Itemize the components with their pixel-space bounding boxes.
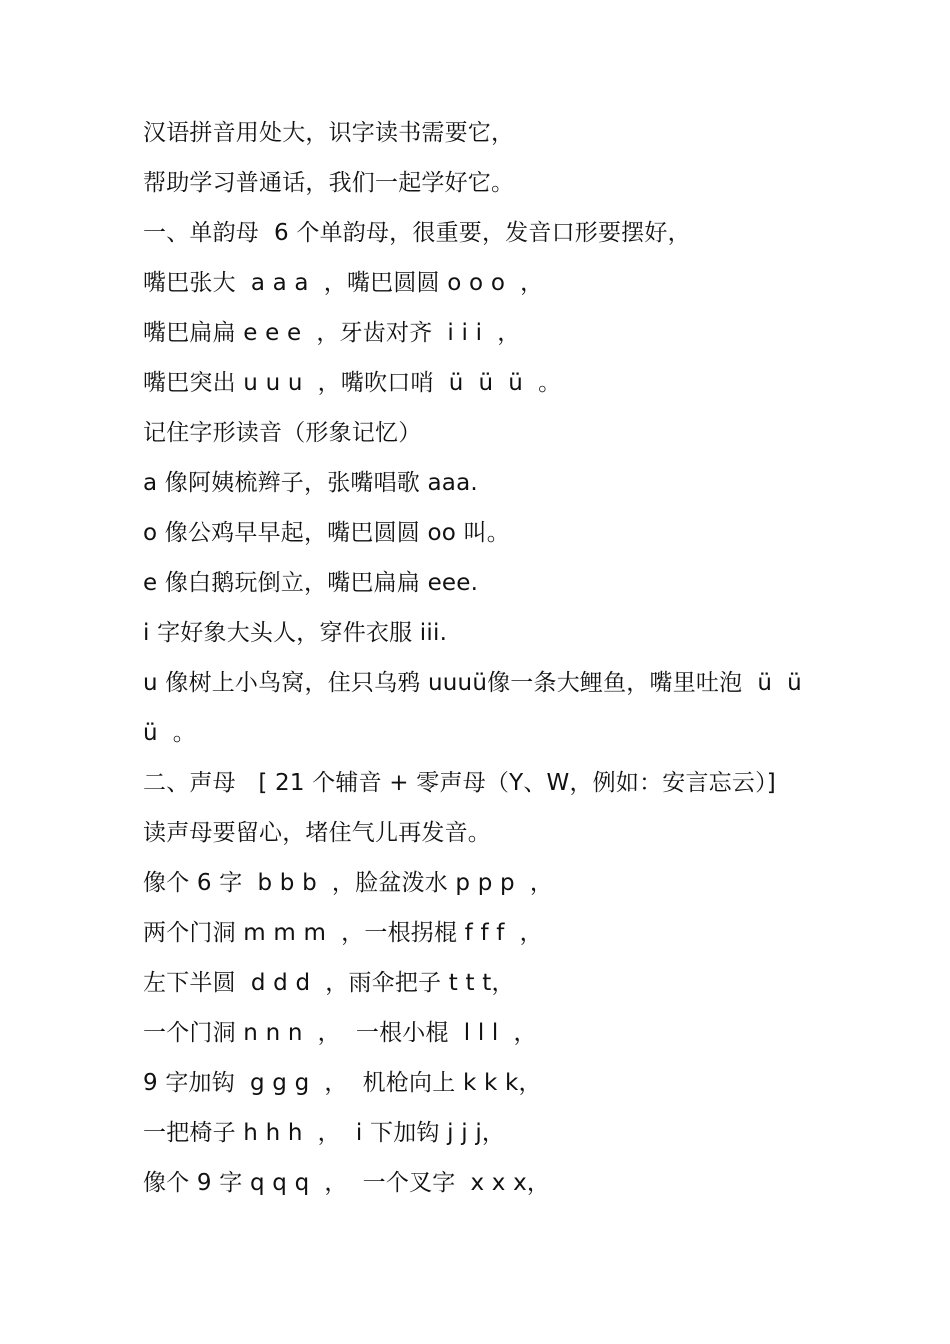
text-line: u 像树上小鸟窝，住只乌鸦 uuuü像一条大鲤鱼，嘴里吐泡 ü ü — [143, 670, 802, 696]
text-line: 左下半圆 d d d ，雨伞把子 t t t， — [143, 970, 515, 996]
text-line: o 像公鸡早早起，嘴巴圆圆 oo 叫。 — [143, 520, 510, 546]
text-line: e 像白鹅玩倒立，嘴巴扁扁 eee. — [143, 570, 479, 596]
text-line: 像个 9 字 q q q ， 一个叉字 x x x， — [143, 1170, 551, 1196]
text-line: a 像阿姨梳辫子，张嘴唱歌 aaa. — [143, 470, 478, 496]
text-line: 嘴巴张大 a a a ，嘴巴圆圆 o o o ， — [143, 270, 544, 296]
subheading: 记住字形读音（形象记忆） — [143, 420, 422, 446]
text-line: 嘴巴突出 u u u ，嘴吹口哨 ü ü ü 。 — [143, 370, 562, 396]
text-line: 嘴巴扁扁 e e e ，牙齿对齐 i i i ， — [143, 320, 521, 346]
text-line: ü 。 — [143, 720, 196, 746]
text-line: 像个 6 字 b b b ，脸盆泼水 p p p ， — [143, 870, 554, 896]
text-line: 一个门洞 n n n ， 一根小棍 l l l ， — [143, 1020, 537, 1046]
text-line: 读声母要留心，堵住气儿再发音。 — [143, 820, 491, 846]
text-line: i 字好象大头人，穿件衣服 iii. — [143, 620, 448, 646]
text-line: 一把椅子 h h h ， i 下加钩 j j j， — [143, 1120, 506, 1146]
text-line: 9 字加钩 g g g ， 机枪向上 k k k， — [143, 1070, 542, 1096]
section-heading: 一、单韵母 6 个单韵母，很重要，发音口形要摆好， — [143, 220, 691, 246]
text-line: 帮助学习普通话，我们一起学好它。 — [143, 170, 515, 196]
section-heading: 二、声母 [ 21 个辅音 + 零声母（Y、W，例如：安言忘云）] — [143, 770, 776, 796]
document-body — [143, 110, 823, 1210]
text-line: 汉语拼音用处大，识字读书需要它， — [143, 120, 515, 146]
text-line: 两个门洞 m m m ，一根拐棍 f f f ， — [143, 920, 543, 946]
